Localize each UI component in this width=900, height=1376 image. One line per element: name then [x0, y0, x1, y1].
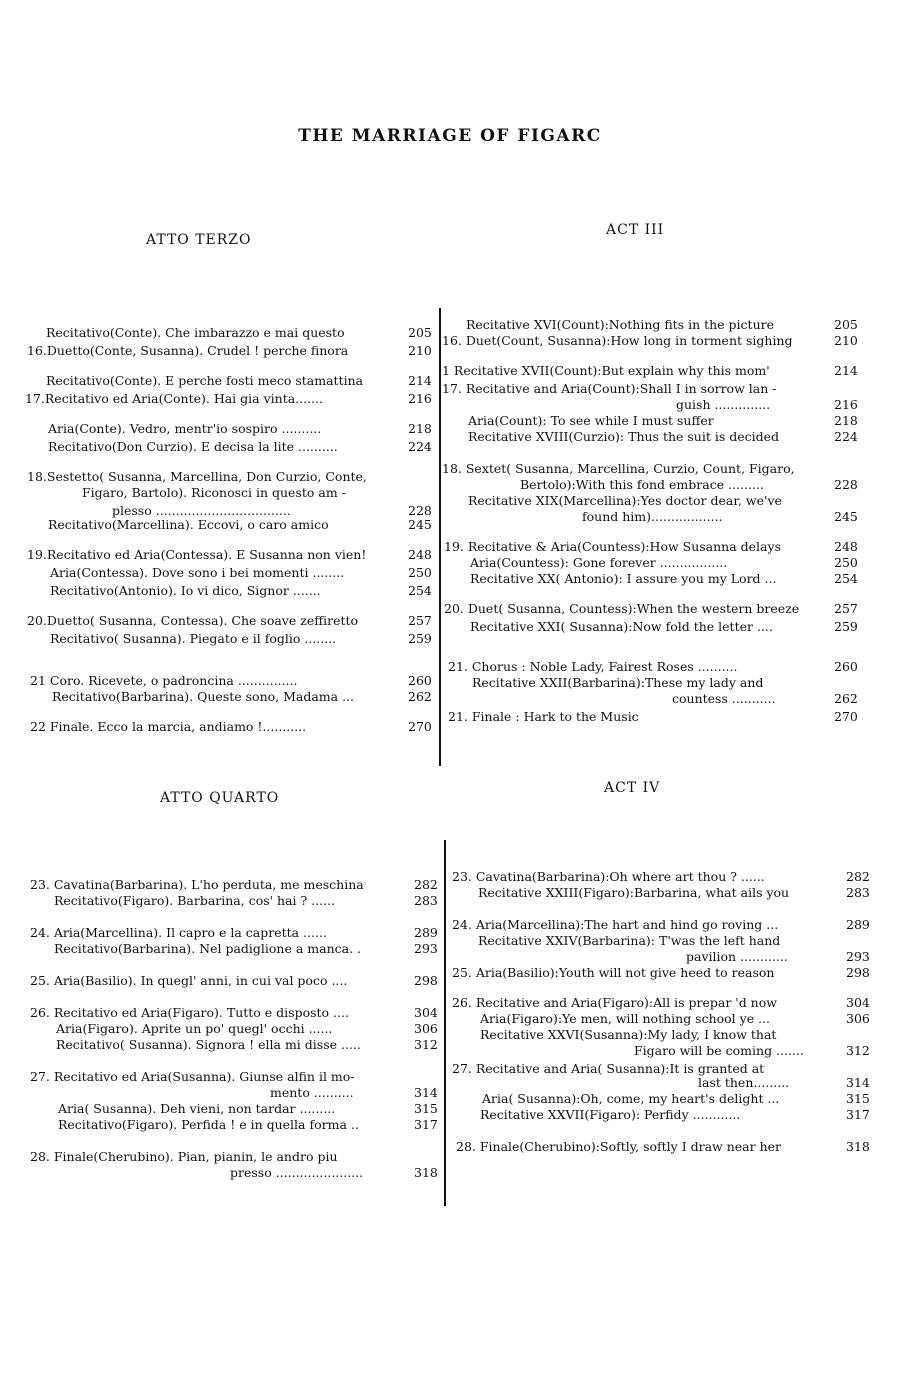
contents-entry: presso ......................	[230, 1165, 364, 1180]
contents-entry: Recitative XXIV(Barbarina): T'was the left hand	[478, 933, 781, 948]
page-number: 205	[834, 317, 858, 332]
contents-entry: 18.Sestetto( Susanna, Marcellina, Don Curzio, Conte,	[27, 469, 367, 484]
page-number: 248	[834, 539, 858, 554]
page-number: 318	[846, 1139, 870, 1154]
page-number: 216	[408, 391, 432, 406]
contents-entry: Recitative XXIII(Figaro):Barbarina, what ails you	[478, 885, 790, 900]
contents-entry: mento ..........	[270, 1085, 354, 1100]
page-number: 317	[846, 1107, 870, 1122]
contents-entry: 25. Aria(Basilio):Youth will not give heed to reason	[452, 965, 775, 980]
contents-entry: Recitativo(Barbarina). Nel padiglione a manca. .	[54, 941, 361, 956]
contents-entry: Recitativo( Susanna). Signora ! ella mi disse .....	[56, 1037, 361, 1052]
contents-entry: Aria(Figaro):Ye men, will nothing school ye ...	[480, 1011, 771, 1026]
contents-entry: countess ...........	[672, 691, 776, 706]
page-number: 289	[846, 917, 870, 932]
contents-entry: 27. Recitative and Aria( Susanna):It is granted at	[452, 1061, 765, 1076]
contents-entry: Figaro, Bartolo). Riconosci in questo am -	[82, 485, 346, 500]
page-number: 259	[834, 619, 858, 634]
contents-entry: Figaro will be coming .......	[634, 1043, 804, 1058]
contents-entry: Aria(Conte). Vedro, mentr'io sospiro ..........	[48, 421, 322, 436]
page-title: THE MARRIAGE OF FIGARC	[298, 126, 602, 146]
page-number: 318	[414, 1165, 438, 1180]
page-number: 245	[834, 509, 858, 524]
contents-entry: plesso ..................................	[112, 503, 291, 518]
contents-entry: 28. Finale(Cherubino). Pian, pianin, le andro piu	[30, 1149, 338, 1164]
page-number: 214	[834, 363, 858, 378]
page-number: 260	[408, 673, 432, 688]
page-number: 214	[408, 373, 432, 388]
page-number: 260	[834, 659, 858, 674]
contents-entry: Aria( Susanna):Oh, come, my heart's delight ...	[482, 1091, 780, 1106]
contents-entry: Recitative XVIII(Curzio): Thus the suit is decided	[468, 429, 780, 444]
page-number: 210	[408, 343, 432, 358]
contents-entry: 23. Cavatina(Barbarina):Oh where art thou ? ......	[452, 869, 765, 884]
page-number: 298	[414, 973, 438, 988]
contents-entry: Recitative XXI( Susanna):Now fold the letter ....	[470, 619, 773, 634]
page-number: 283	[846, 885, 870, 900]
contents-entry: 23. Cavatina(Barbarina). L'ho perduta, me meschina	[30, 877, 364, 892]
page-number: 257	[408, 613, 432, 628]
page-number: 250	[834, 555, 858, 570]
page-number: 218	[834, 413, 858, 428]
page-number: 262	[408, 689, 432, 704]
page-number: 315	[414, 1101, 438, 1116]
contents-entry: Bertolo):With this fond embrace .........	[520, 477, 764, 492]
contents-entry: Recitativo(Barbarina). Queste sono, Madama ...	[52, 689, 355, 704]
page-number: 314	[414, 1085, 438, 1100]
contents-entry: 27. Recitativo ed Aria(Susanna). Giunse alfin il mo-	[30, 1069, 355, 1084]
page-number: 317	[414, 1117, 438, 1132]
contents-entry: last then.........	[698, 1075, 790, 1090]
contents-entry: 22 Finale. Ecco la marcia, andiamo !...........	[30, 719, 307, 734]
page-number: 289	[414, 925, 438, 940]
page-number: 304	[414, 1005, 438, 1020]
page-number: 257	[834, 601, 858, 616]
page-number: 270	[834, 709, 858, 724]
page-number: 282	[414, 877, 438, 892]
contents-entry: Recitativo(Figaro). Perfida ! e in quella forma ..	[58, 1117, 359, 1132]
contents-entry: Recitative XXVII(Figaro): Perfidy ............	[480, 1107, 741, 1122]
page-number: 205	[408, 325, 432, 340]
act3-divider	[439, 308, 441, 766]
contents-entry: Recitative XXII(Barbarina):These my lady and	[472, 675, 764, 690]
contents-entry: 16.Duetto(Conte, Susanna). Crudel ! perche finora	[27, 343, 349, 358]
contents-entry: 20.Duetto( Susanna, Contessa). Che soave zeffiretto	[27, 613, 359, 628]
contents-entry: 19.Recitativo ed Aria(Contessa). E Susanna non vien!	[27, 547, 367, 562]
contents-entry: Recitativo(Don Curzio). E decisa la lite ..........	[48, 439, 338, 454]
page-number: 270	[408, 719, 432, 734]
page-number: 210	[834, 333, 858, 348]
page-number: 224	[408, 439, 432, 454]
contents-entry: 26. Recitative and Aria(Figaro):All is prepar 'd now	[452, 995, 777, 1010]
page-number: 248	[408, 547, 432, 562]
contents-entry: pavilion ............	[686, 949, 788, 964]
contents-entry: Recitative XXVI(Susanna):My lady, I know that	[480, 1027, 777, 1042]
contents-entry: Recitativo(Marcellina). Eccovi, o caro amico	[48, 517, 329, 532]
contents-entry: 17. Recitative and Aria(Count):Shall I in sorrow lan -	[442, 381, 777, 396]
page-number: 293	[414, 941, 438, 956]
page-number: 245	[408, 517, 432, 532]
contents-entry: guish ..............	[676, 397, 771, 412]
contents-entry: Recitative XIX(Marcellina):Yes doctor dear, we've	[468, 493, 782, 508]
page-number: 283	[414, 893, 438, 908]
contents-entry: 17.Recitativo ed Aria(Conte). Hai gia vinta.......	[25, 391, 323, 406]
contents-entry: 18. Sextet( Susanna, Marcellina, Curzio, Count, Figaro,	[442, 461, 795, 476]
contents-entry: Aria(Count): To see while I must suffer	[468, 413, 714, 428]
page-number: 259	[408, 631, 432, 646]
contents-entry: 24. Aria(Marcellina). Il capro e la capretta ......	[30, 925, 327, 940]
contents-entry: Recitativo(Antonio). Io vi dico, Signor .......	[50, 583, 321, 598]
contents-entry: 21. Chorus : Noble Lady, Fairest Roses ..........	[448, 659, 738, 674]
contents-entry: 21 Coro. Ricevete, o padroncina ...............	[30, 673, 298, 688]
page-number: 312	[846, 1043, 870, 1058]
page-number: 304	[846, 995, 870, 1010]
page-number: 282	[846, 869, 870, 884]
contents-entry: Recitativo(Figaro). Barbarina, cos' hai ? ......	[54, 893, 336, 908]
contents-entry: 1 Recitative XVII(Count):But explain why this mom'	[442, 363, 770, 378]
page-number: 218	[408, 421, 432, 436]
page-number: 306	[846, 1011, 870, 1026]
contents-entry: 26. Recitativo ed Aria(Figaro). Tutto e disposto ....	[30, 1005, 349, 1020]
page-number: 228	[408, 503, 432, 518]
contents-entry: Recitativo(Conte). E perche fosti meco stamattina	[46, 373, 364, 388]
contents-entry: Recitative XX( Antonio): I assure you my Lord ...	[470, 571, 777, 586]
page-number: 262	[834, 691, 858, 706]
contents-entry: 19. Recitative & Aria(Countess):How Susanna delays	[444, 539, 781, 554]
contents-entry: Aria( Susanna). Deh vieni, non tardar .........	[58, 1101, 336, 1116]
act4-divider	[444, 840, 446, 1206]
page-number: 216	[834, 397, 858, 412]
contents-entry: Aria(Countess): Gone forever .................	[470, 555, 728, 570]
page-number: 315	[846, 1091, 870, 1106]
contents-entry: Recitative XVI(Count):Nothing fits in the picture	[466, 317, 775, 332]
page-number: 306	[414, 1021, 438, 1036]
contents-entry: found him)..................	[582, 509, 723, 524]
page-number: 250	[408, 565, 432, 580]
page-number: 293	[846, 949, 870, 964]
page-number: 228	[834, 477, 858, 492]
contents-entry: Recitativo( Susanna). Piegato e il foglio ........	[50, 631, 337, 646]
contents-entry: 21. Finale : Hark to the Music	[448, 709, 639, 724]
act3-right-heading: ACT III	[606, 222, 665, 238]
page-number: 298	[846, 965, 870, 980]
page-number: 254	[834, 571, 858, 586]
act4-left-heading: ATTO QUARTO	[160, 790, 280, 806]
contents-entry: 25. Aria(Basilio). In quegl' anni, in cui val poco ....	[30, 973, 348, 988]
act4-right-heading: ACT IV	[604, 780, 661, 796]
contents-entry: 20. Duet( Susanna, Countess):When the western breeze	[444, 601, 800, 616]
contents-entry: 28. Finale(Cherubino):Softly, softly I draw near her	[456, 1139, 781, 1154]
page-number: 224	[834, 429, 858, 444]
page-number: 312	[414, 1037, 438, 1052]
contents-entry: Recitativo(Conte). Che imbarazzo e mai questo	[46, 325, 345, 340]
act3-left-heading: ATTO TERZO	[146, 232, 252, 248]
page-number: 314	[846, 1075, 870, 1090]
contents-entry: 24. Aria(Marcellina):The hart and hind go roving ...	[452, 917, 779, 932]
page-number: 254	[408, 583, 432, 598]
contents-entry: 16. Duet(Count, Susanna):How long in torment sighing	[442, 333, 793, 348]
contents-entry: Aria(Contessa). Dove sono i bei momenti ........	[50, 565, 345, 580]
contents-entry: Aria(Figaro). Aprite un po' quegl' occhi ......	[56, 1021, 333, 1036]
